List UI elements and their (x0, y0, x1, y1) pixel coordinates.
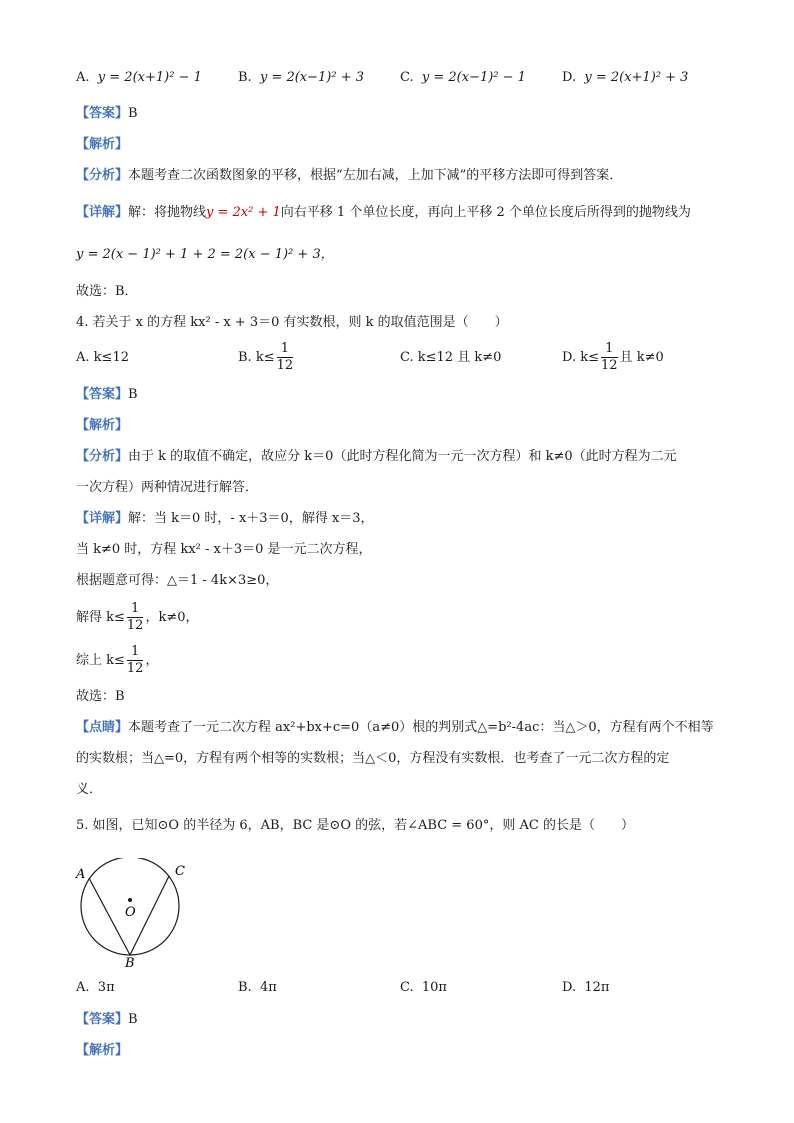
q4-line2: 当 k≠0 时，方程 kx² - x＋3＝0 是一元二次方程， (76, 542, 372, 557)
q3-option-b: B. y = 2(x−1)² + 3 (238, 70, 365, 85)
q4-choose: 故选：B (76, 689, 125, 704)
q3-option-c: C. y = 2(x−1)² − 1 (400, 70, 526, 85)
q4-option-d-fraction: $\frac{1}{12}$ (601, 341, 618, 373)
q5-option-d: D. 12π (562, 980, 610, 995)
q4-option-c: C. k≤12 且 k≠0 (400, 350, 502, 365)
q5-option-b: B. 4π (238, 980, 277, 995)
chord-bc (130, 876, 169, 955)
q3-option-d: D. y = 2(x+1)² + 3 (562, 70, 689, 85)
q4-dianjing-line1: 【点睛】本题考查了一元二次方程 ax²+bx+c=0（a≠0）根的判别式△=b²-4ac：当△＞0，方程有两个不相等 (76, 720, 714, 735)
q4-answer: 【答案】B (76, 387, 138, 402)
q3-result: y = 2(x − 1)² + 1 + 2 = 2(x − 1)² + 3， (76, 247, 334, 262)
q3-choose: 故选：B． (76, 284, 138, 299)
q3-jiexi: 【解析】 (76, 137, 129, 152)
q5-circle-figure (72, 858, 202, 968)
q4-line5: 综上 k≤ $\frac{1}{12}$ ， (76, 644, 159, 676)
q4-dianjing-line2: 的实数根；当△=0，方程有两个相等的实数根；当△＜0，方程没有实数根．也考查了一元二次方程的定 (76, 751, 670, 766)
q5-answer: 【答案】B (76, 1012, 138, 1027)
center-point (128, 898, 132, 902)
q3-xiangjie: 【详解】解：将抛物线y = 2x² + 1向右平移 1 个单位长度，再向上平移 2 个单位长度后所得到的抛物线为 (76, 205, 691, 220)
q4-line4: 解得 k≤ $\frac{1}{12}$ ，k≠0， (76, 601, 199, 633)
q4-jiexi: 【解析】 (76, 418, 129, 433)
q4-option-d: D. k≤ $\frac{1}{12}$ 且 k≠0 (562, 341, 664, 373)
label-o: O (125, 905, 136, 920)
q4-dianjing-line3: 义． (76, 782, 103, 797)
label-a: A (76, 867, 86, 882)
q5-option-a: A. 3π (76, 980, 115, 995)
q3-option-a: A. y = 2(x+1)² − 1 (76, 70, 202, 85)
q4-xiangjie: 【详解】解：当 k＝0 时，- x＋3＝0，解得 x＝3， (76, 511, 374, 526)
q4-option-b: B. k≤ $\frac{1}{12}$ (238, 341, 294, 373)
q3-fenxi: 【分析】本题考查二次函数图象的平移，根据“左加右减，上加下减”的平移方法即可得到答案． (76, 168, 623, 183)
q5-option-c: C. 10π (400, 980, 447, 995)
q4-option-a: A. k≤12 (76, 350, 129, 365)
q3-answer: 【答案】B (76, 106, 138, 121)
q5-stem: 5. 如图，已知⊙O 的半径为 6，AB，BC 是⊙O 的弦，若∠ABC = 60°，则 AC 的长是（ ） (76, 818, 634, 833)
q5-jiexi: 【解析】 (76, 1043, 129, 1058)
label-c: C (175, 864, 185, 879)
q4-stem: 4. 若关于 x 的方程 kx² - x + 3＝0 有实数根，则 k 的取值范围是（ ） (76, 315, 508, 330)
q4-line3: 根据题意可得：△＝1 - 4k×3≥0， (76, 573, 279, 588)
q4-option-b-fraction: $\frac{1}{12}$ (276, 341, 294, 373)
chord-ab (89, 878, 130, 955)
q4-fenxi-line2: 一次方程）两种情况进行解答． (76, 480, 259, 495)
label-b: B (125, 956, 135, 968)
q4-fenxi-line1: 【分析】由于 k 的取值不确定，故应分 k＝0（此时方程化简为一元一次方程）和 k≠0（此时方程为二元 (76, 449, 677, 464)
